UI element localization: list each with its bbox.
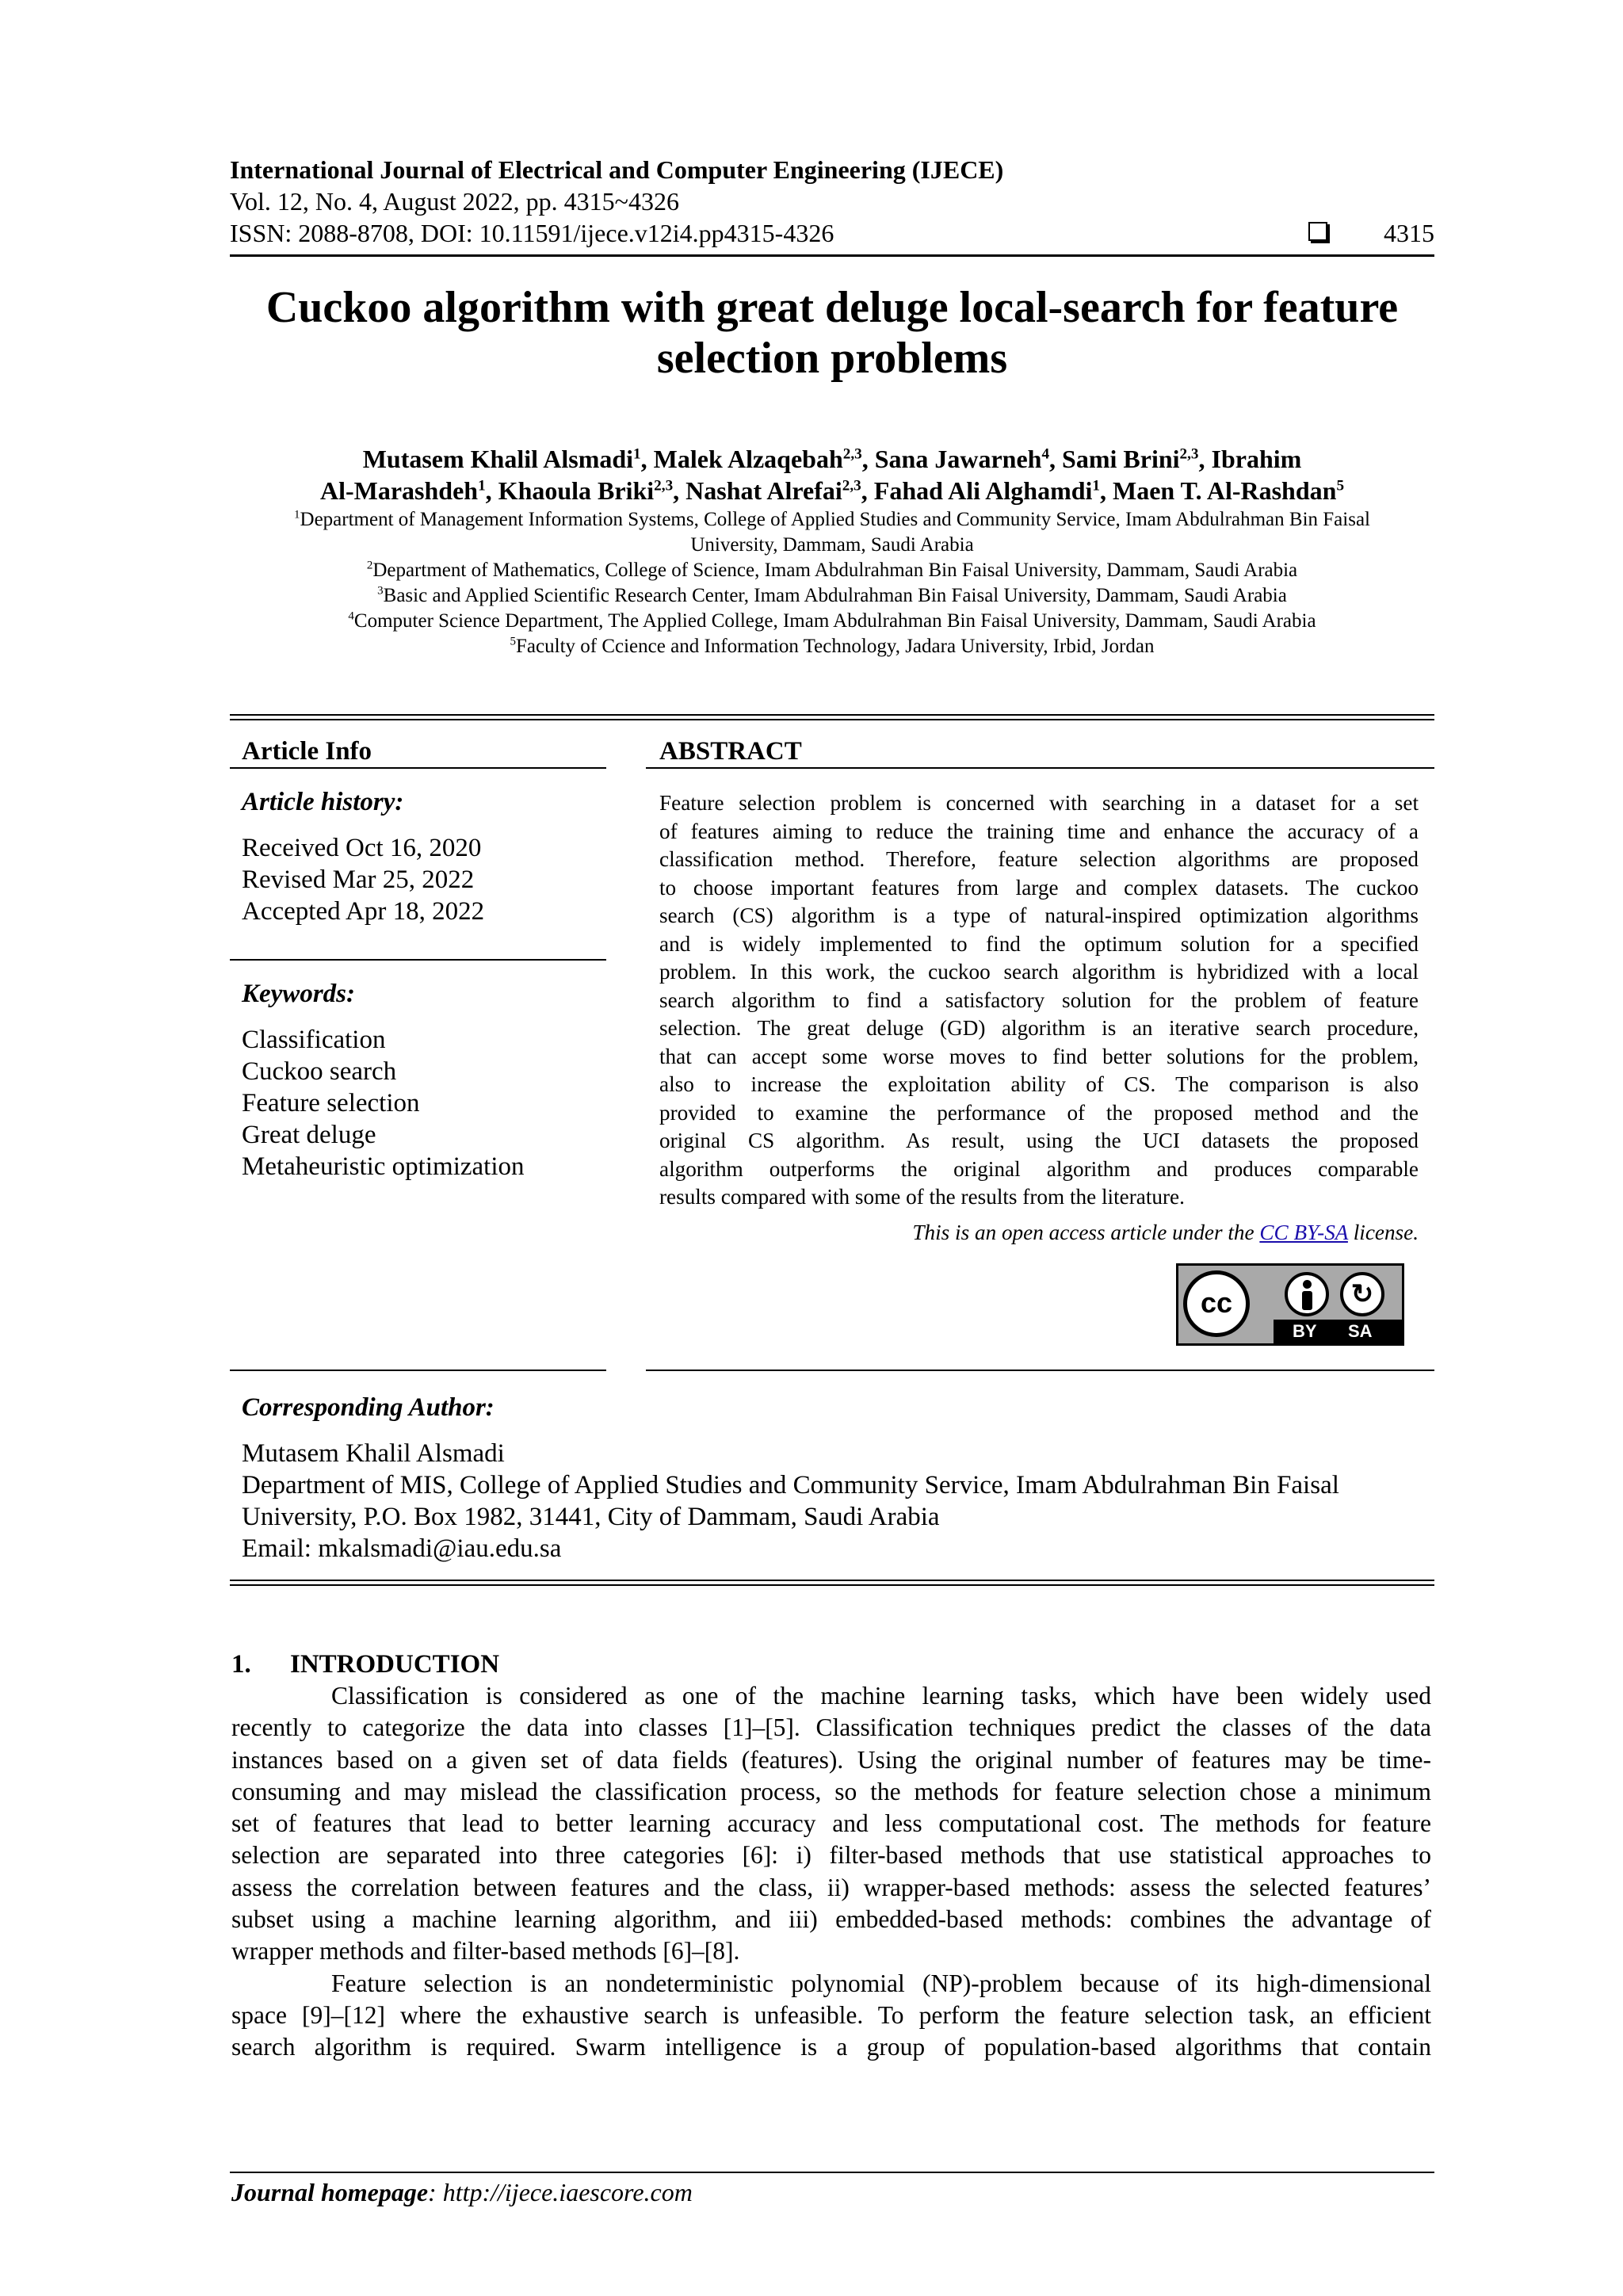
license-statement: This is an open access article under the CC BY-SA license. [912,1221,1419,1244]
keywords-heading: Keywords: [242,980,355,1008]
cc-by-sa-link[interactable]: CC BY-SA [1259,1221,1348,1244]
abstract-line: classification method. Therefore, feature selection algorithms are proposed [659,847,1419,871]
keyword-item: Cuckoo search [242,1057,397,1086]
affiliation-2: $^2$Department of Mathematics, College of Science, Imam Abdulrahman Bin Faisal University, Dammam, Saudi Arabia [366,559,1298,581]
intro-line: wrapper methods and filter-based methods [6]–[8]. [231,1937,740,1966]
abstract-line: Feature selection problem is concerned with searching in a dataset for a set [659,791,1419,815]
homepage-url[interactable]: : http://ijece.iaescore.com [428,2178,693,2206]
info-bottom-rule-left [230,1370,606,1371]
footer-rule [230,2172,1434,2173]
abstract-line: to choose important features from large and complex datasets. The cuckoo [659,875,1419,900]
corresponding-rule-1 [230,1580,1434,1581]
intro-line: Feature selection is an nondeterministic polynomial (NP)-problem because of its high-dimensional [331,1969,1431,1997]
abstract-line: provided to examine the performance of the proposed method and the [659,1100,1419,1125]
abstract-line: search algorithm to find a satisfactory solution for the problem of feature [659,988,1419,1012]
intro-line: space [9]–[12] where the exhaustive search is unfeasible. To perform the feature selection task, an efficient [231,2000,1431,2029]
intro-line: search algorithm is required. Swarm intelligence is a group of population-based algorithms that contain [231,2033,1431,2061]
corresponding-rule-2 [230,1584,1434,1586]
attribution-person-icon [1285,1272,1329,1316]
journal-name: International Journal of Electrical and Computer Engineering (IJECE) [230,155,1004,184]
keyword-item: Feature selection [242,1089,420,1117]
corresponding-email: Email: mkalsmadi@iau.edu.sa [242,1534,562,1563]
affiliation-4: $^4$Computer Science Department, The Applied College, Imam Abdulrahman Bin Faisal University, Dammam, Saudi Arabia [348,609,1316,632]
intro-line: consuming and may mislead the classification process, so the methods for feature selection chose a minimum [231,1777,1431,1805]
abstract-line: also to increase the exploitation ability of CS. The comparison is also [659,1072,1419,1096]
affiliation-1: $^1$Department of Management Information Systems, College of Applied Studies and Community Service, Imam Abdulrahman Bin Faisal [294,508,1370,530]
badge-sa-label: SA [1348,1321,1373,1341]
intro-line: set of features that lead to better learning accuracy and less computational cost. The methods for feature [231,1809,1431,1838]
corresponding-heading: Corresponding Author: [242,1393,495,1422]
article-info-heading: Article Info [242,737,372,766]
received-date: Received Oct 16, 2020 [242,834,482,862]
authors-line1: Mutasem Khalil Alsmadi$^1$, Malek Alzaqebah$^{2,3}$, Sana Jawarneh$^4$, Sami Brini$^{2,3}$, Ibrahim [362,445,1302,473]
checkbox-square-icon [1308,222,1327,241]
revised-date: Revised Mar 25, 2022 [242,865,475,894]
abstract-line: algorithm outperforms the original algorithm and produces comparable [659,1156,1419,1181]
accepted-date: Accepted Apr 18, 2022 [242,897,485,926]
section-number: 1. [231,1650,251,1679]
page-number: 4315 [1384,219,1434,247]
abstract-line: of features aiming to reduce the training time and enhance the accuracy of a [659,819,1419,843]
corresponding-dept: Department of MIS, College of Applied Studies and Community Service, Imam Abdulrahman Bin Faisal [242,1471,1339,1499]
history-rule [230,959,606,961]
cc-by-sa-badge[interactable] [1176,1263,1404,1346]
intro-line: subset using a machine learning algorithm, and iii) embedded-based methods: combines the advantage of [231,1905,1431,1934]
authors-line2: Al-Marashdeh$^1$, Khaoula Briki$^{2,3}$, Nashat Alrefai$^{2,3}$, Fahad Ali Alghamdi$^1$, Maen T. Al-Rashdan$^5$ [319,476,1345,505]
intro-line: Classification is considered as one of the machine learning tasks, which have been widely used [331,1682,1431,1710]
intro-line: recently to categorize the data into classes [1]–[5]. Classification techniques predict the classes of the data [231,1713,1431,1742]
journal-volume: Vol. 12, No. 4, August 2022, pp. 4315~4326 [230,187,679,216]
header-rule [230,254,1434,257]
intro-line: selection are separated into three categories [6]: i) filter-based methods that use statistical approaches to [231,1841,1431,1870]
info-bottom-rule-right [646,1370,1434,1371]
abstract-line: results compared with some of the results from the literature. [659,1185,1185,1209]
share-alike-icon: ↻ [1340,1272,1384,1316]
abstract-rule [646,767,1434,769]
intro-line: instances based on a given set of data fields (features). Using the original number of features may be time- [231,1745,1431,1774]
affiliation-1-cont: University, Dammam, Saudi Arabia [690,534,974,556]
article-history-heading: Article history: [242,788,404,816]
abstract-line: that can accept some worse moves to find better solutions for the problem, [659,1044,1419,1068]
journal-issn: ISSN: 2088-8708, DOI: 10.11591/ijece.v12i4.pp4315-4326 [230,219,834,247]
affiliation-3: $^3$Basic and Applied Scientific Research Center, Imam Abdulrahman Bin Faisal University, Dammam, Saudi Arabia [377,584,1287,606]
affiliation-5: $^5$Faculty of Ccience and Information Technology, Jadara University, Irbid, Jordan [510,635,1155,657]
info-top-rule-2 [230,719,1434,720]
keyword-item: Metaheuristic optimization [242,1152,525,1181]
homepage-label: Journal homepage [231,2178,429,2206]
paper-title-line1: Cuckoo algorithm with great deluge local-search for feature [265,283,1399,332]
abstract-line: search (CS) algorithm is a type of natural-inspired optimization algorithms [659,904,1419,927]
abstract-line: selection. The great deluge (GD) algorithm is an iterative search procedure, [659,1016,1419,1040]
info-top-rule-1 [230,714,1434,716]
corresponding-address: University, P.O. Box 1982, 31441, City of Dammam, Saudi Arabia [242,1503,940,1531]
abstract-line: problem. In this work, the cuckoo search algorithm is hybridized with a local [659,960,1419,984]
keyword-item: Great deluge [242,1121,376,1149]
abstract-line: original CS algorithm. As result, using the UCI datasets the proposed [659,1129,1419,1152]
keyword-item: Classification [242,1026,386,1054]
abstract-heading: ABSTRACT [659,737,802,766]
abstract-body [659,789,1419,1212]
article-info-rule [230,767,606,769]
introduction-body [231,1680,1431,2064]
corresponding-name: Mutasem Khalil Alsmadi [242,1439,505,1468]
journal-homepage [231,2176,693,2208]
intro-line: assess the correlation between features and the class, ii) wrapper-based methods: assess the selected features’ [231,1873,1431,1901]
paper-title-line2: selection problems [656,334,1008,383]
cc-icon: cc [1183,1270,1250,1337]
section-heading: INTRODUCTION [290,1650,500,1679]
badge-by-label: BY [1293,1321,1317,1341]
abstract-line: and is widely implemented to find the optimum solution for a specified [659,931,1419,956]
